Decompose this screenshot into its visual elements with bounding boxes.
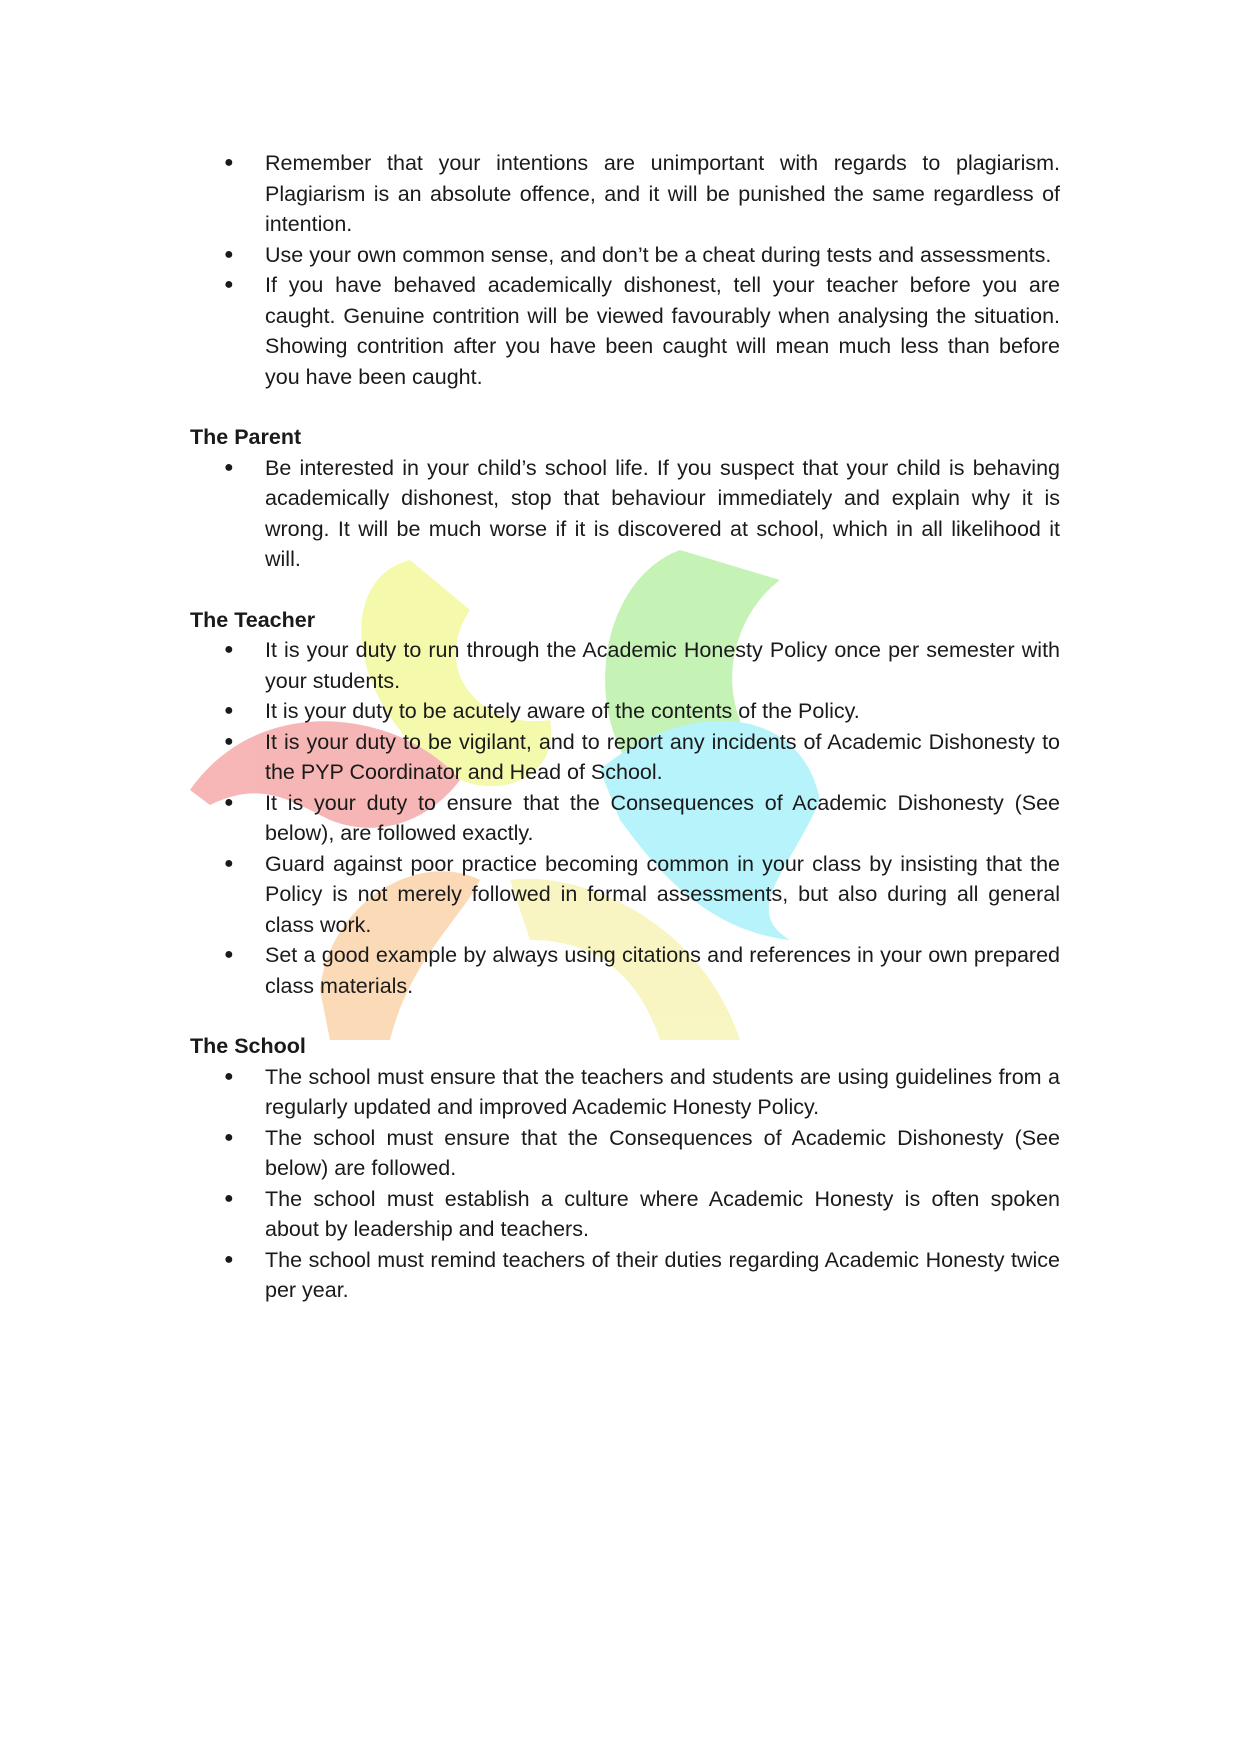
intro-list — [190, 148, 1060, 392]
list-item — [190, 940, 1060, 1001]
list-item-text: Use your own common sense, and don’t be a cheat during tests and assessments. — [265, 242, 1052, 267]
list-item — [190, 453, 1060, 575]
list-item-text: It is your duty to run through the Academic Honesty Policy once per semester with your students. — [265, 638, 1060, 693]
list-item — [190, 1123, 1060, 1184]
list-item — [190, 240, 1060, 271]
list-item-text: Remember that your intentions are unimportant with regards to plagiarism. Plagiarism is an absolute offence, and it will be punished the same regardless of intention. — [265, 151, 1060, 236]
document-body — [190, 148, 1060, 1306]
list-item — [190, 270, 1060, 392]
list-item-text: It is your duty to ensure that the Consequences of Academic Dishonesty (See below), are followed exactly. — [265, 790, 1060, 845]
list-item — [190, 635, 1060, 696]
list-item-text: Be interested in your child’s school life. If you suspect that your child is behaving academically dishonest, stop that behaviour immediately and explain why it is wrong. It will be much worse if it is discovered at school, which in all likelihood it will. — [265, 455, 1060, 571]
bullet-icon: ● — [224, 793, 234, 811]
bullet-icon: ● — [224, 702, 234, 719]
bullet-icon: ● — [224, 154, 234, 171]
list-item — [190, 696, 1060, 727]
bullet-icon: ● — [224, 641, 234, 658]
list-item — [190, 727, 1060, 788]
bullet-icon: ● — [224, 458, 234, 476]
bullet-icon: ● — [224, 1128, 234, 1146]
school-list — [190, 1062, 1060, 1306]
parent-list — [190, 453, 1060, 575]
bullet-icon: ● — [224, 854, 234, 872]
bullet-icon: ● — [224, 276, 234, 293]
bullet-icon: ● — [224, 946, 234, 963]
bullet-icon: ● — [224, 732, 234, 750]
bullet-icon: ● — [224, 1189, 234, 1207]
list-item — [190, 849, 1060, 941]
school-heading: The School — [190, 1034, 306, 1058]
list-item — [190, 148, 1060, 240]
bullet-icon: ● — [224, 245, 234, 263]
bullet-icon: ● — [224, 1250, 234, 1268]
teacher-heading: The Teacher — [190, 607, 316, 632]
list-item-text: The school must ensure that the teachers and students are using guidelines from a regularly updated and improved Academic Honesty Policy. — [265, 1064, 1060, 1119]
list-item-text: The school must remind teachers of their duties regarding Academic Honesty twice per year. — [265, 1247, 1060, 1302]
list-item-text: It is your duty to be acutely aware of the contents of the Policy. — [265, 699, 860, 723]
list-item-text: The school must establish a culture where Academic Honesty is often spoken about by leadership and teachers. — [265, 1186, 1060, 1241]
list-item-text: If you have behaved academically dishonest, tell your teacher before you are caught. Genuine contrition will be viewed favourably when analysing the situation. Showing contrition after you have been caught will mean much less than before you have been caught. — [265, 273, 1060, 389]
list-item — [190, 1184, 1060, 1245]
list-item-text: It is your duty to be vigilant, and to report any incidents of Academic Dishonesty to the PYP Coordinator and Head of School. — [265, 729, 1060, 784]
list-item — [190, 1062, 1060, 1123]
list-item — [190, 788, 1060, 849]
list-item-text: The school must ensure that the Consequences of Academic Dishonesty (See below) are followed. — [265, 1125, 1060, 1180]
list-item-text: Guard against poor practice becoming common in your class by insisting that the Policy is not merely followed in formal assessments, but also during all general class work. — [265, 851, 1060, 937]
parent-heading: The Parent — [190, 425, 302, 449]
teacher-list — [190, 635, 1060, 1001]
list-item-text: Set a good example by always using citations and references in your own prepared class materials. — [265, 943, 1060, 998]
list-item — [190, 1245, 1060, 1306]
bullet-icon: ● — [224, 1067, 234, 1085]
